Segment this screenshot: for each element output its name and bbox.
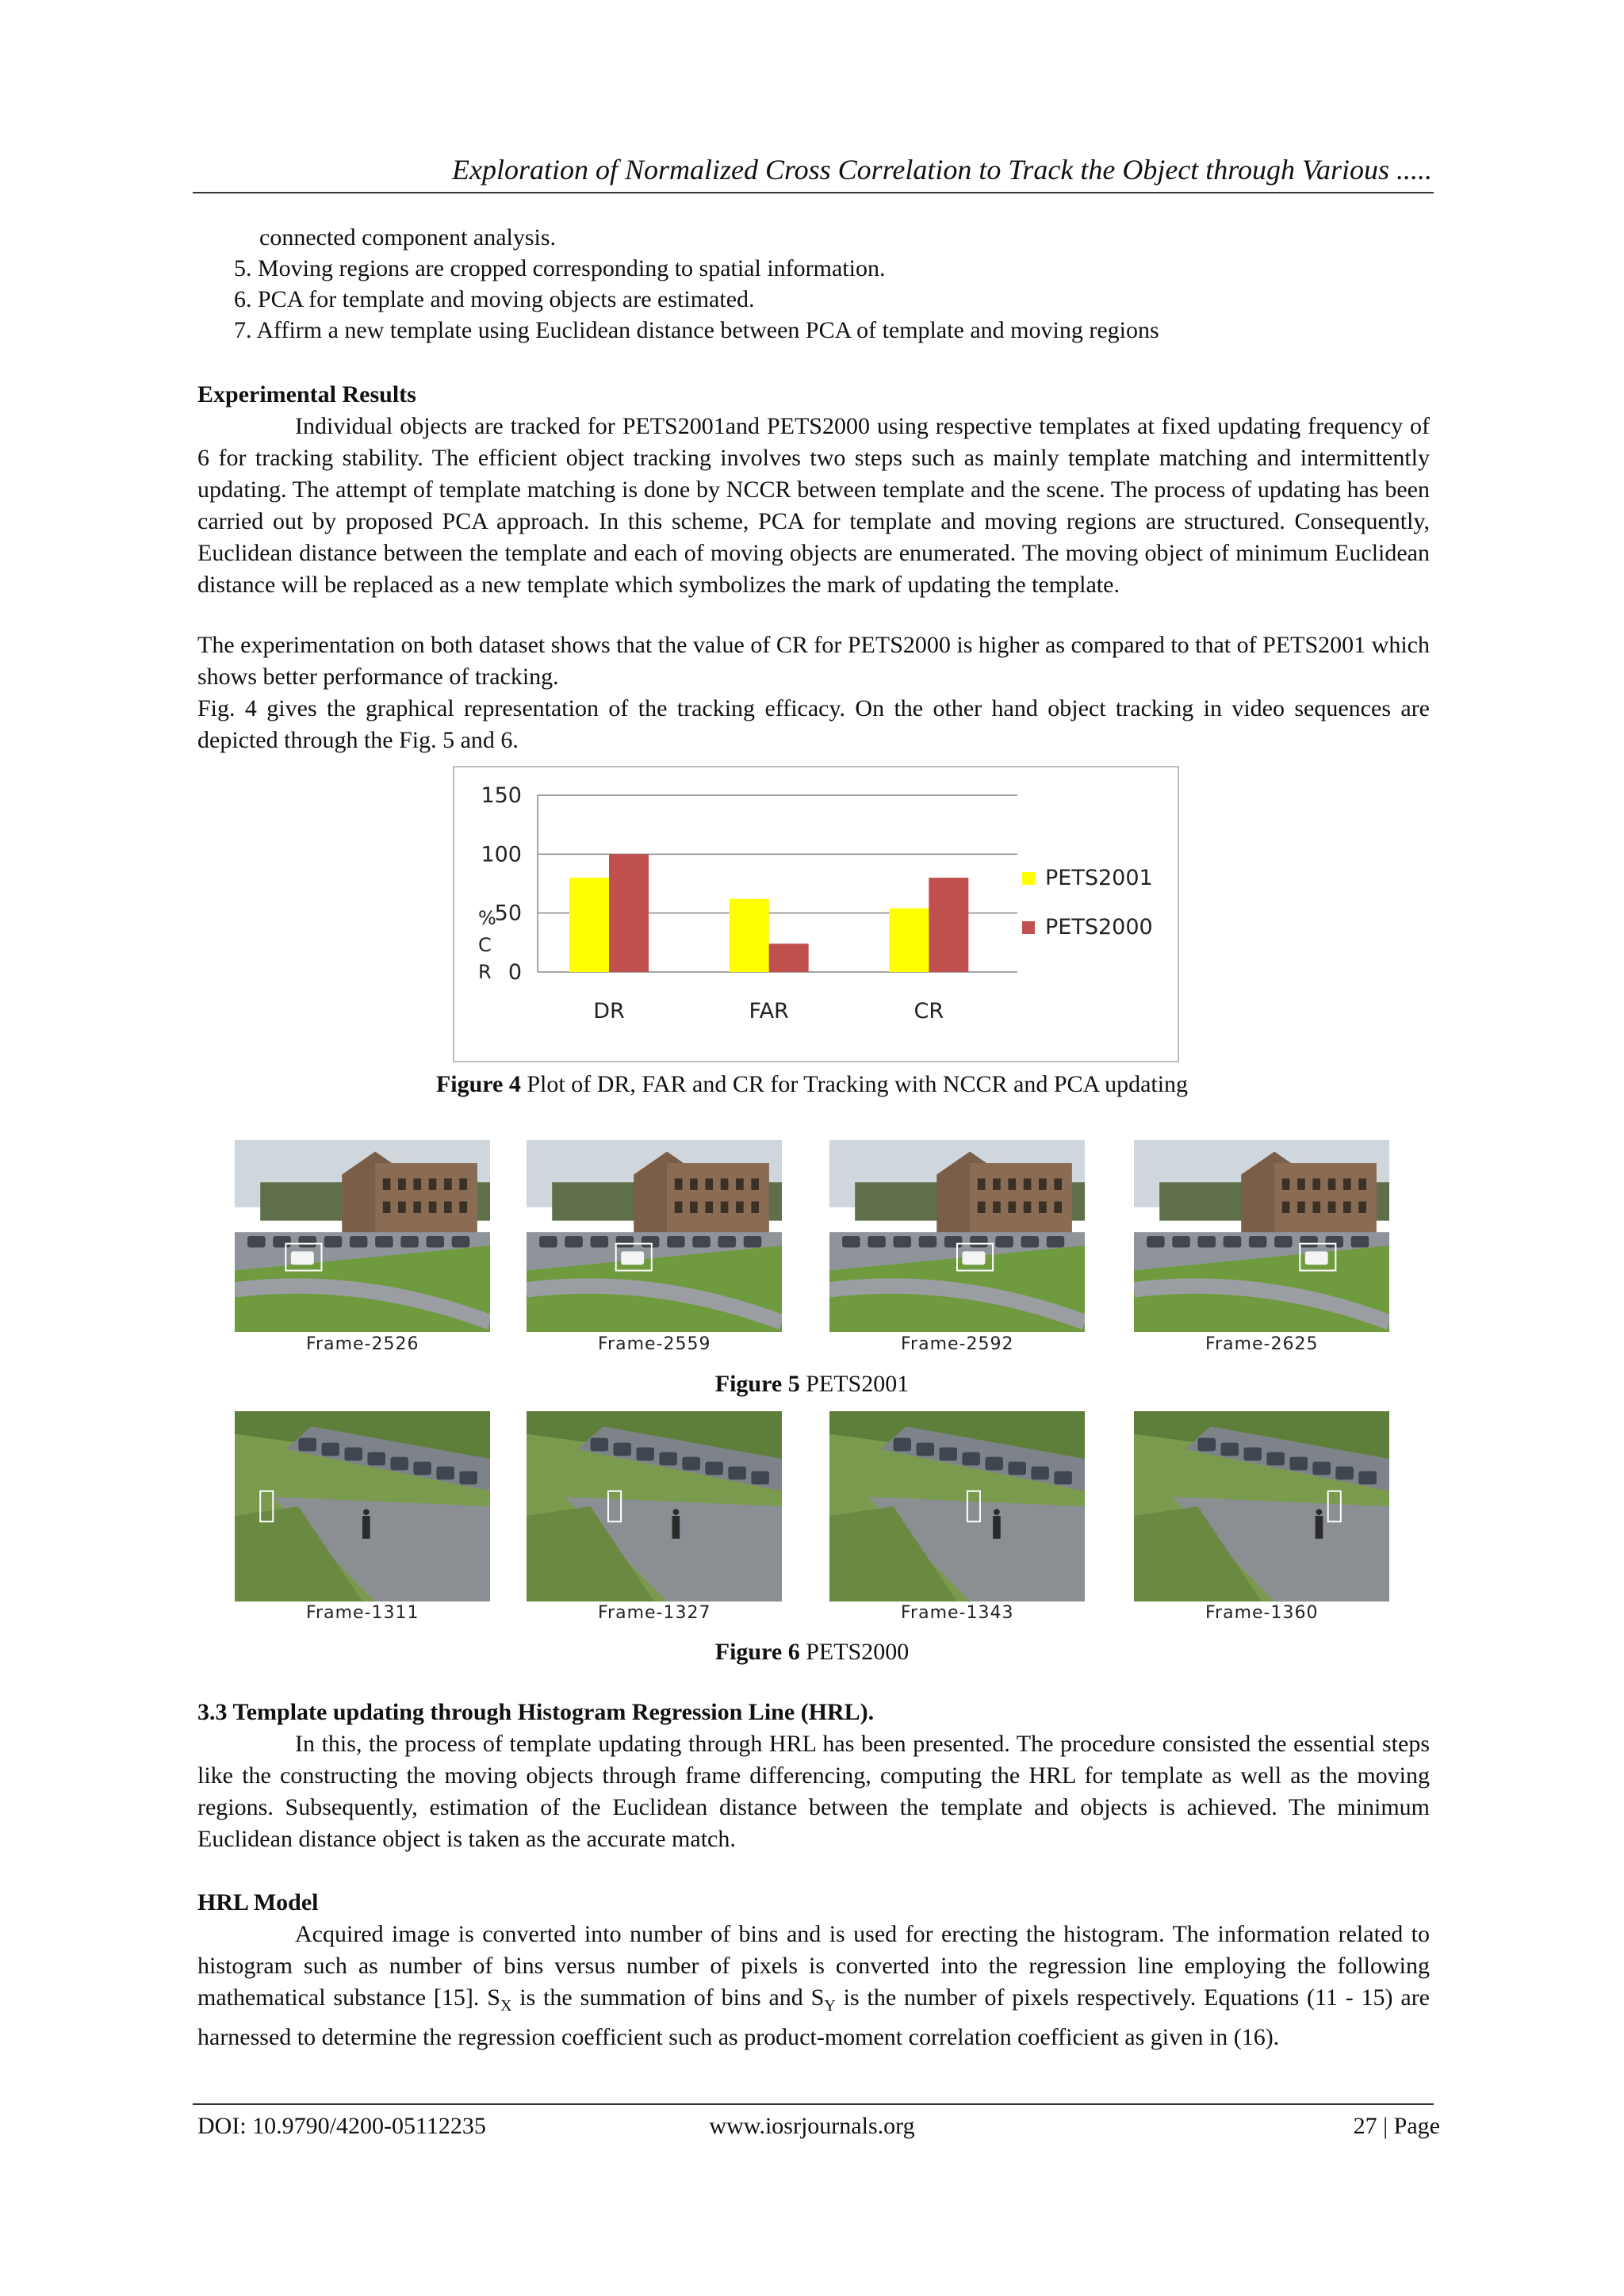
figure-6-frame-label: Frame-1311 [306, 1603, 419, 1623]
experimental-paragraph-2: The experimentation on both dataset shows that the value of CR for PETS2000 is higher as compared to that of PETS2001 which shows better performance of tracking. [197, 632, 1430, 690]
y-tick-label: 100 [481, 842, 522, 867]
figure-5-frame-label: Frame-2559 [598, 1334, 711, 1354]
figure-6-caption [0, 1636, 1624, 1668]
list-item: 6. PCA for template and moving objects are estimated. [234, 286, 755, 312]
figure-4-text: Plot of DR, FAR and CR for Tracking with NCCR and PCA updating [520, 1071, 1189, 1097]
footer-rule [193, 2103, 1434, 2105]
figure-5-frame-image [527, 1140, 782, 1332]
x-tick-label: FAR [749, 999, 789, 1024]
legend-label: PETS2000 [1045, 915, 1153, 939]
figure-4-label: Figure 4 [435, 1071, 521, 1097]
list-item: 5. Moving regions are cropped corresponding to spatial information. [234, 255, 886, 281]
figure-5-frame-label: Frame-2526 [306, 1334, 419, 1354]
hrl-model-text-start: Acquired image is converted into number of bins and is used for erecting the histogram. The information related to histogram such as number of bins versus number of pixels is converted into the regression line employing the following mathematical substance [15]. S [197, 1921, 1430, 2011]
hrl-model-paragraph [197, 1919, 1430, 2053]
y-tick-label: 150 [481, 783, 522, 808]
figure-5-frame-image [1134, 1140, 1389, 1332]
y-tick-label: 50 [494, 901, 522, 926]
figure-6-frame-label: Frame-1327 [598, 1603, 711, 1623]
bar-pets2001-cr [889, 909, 929, 972]
steps-list [259, 222, 1449, 253]
figure-6-frame-label: Frame-1343 [901, 1603, 1014, 1623]
hrl-model-heading: HRL Model [197, 1889, 319, 1915]
figure-6-frame-image [1134, 1411, 1389, 1601]
legend-label: PETS2001 [1045, 866, 1153, 890]
y-tick-label: 0 [508, 960, 522, 985]
footer-doi: DOI: 10.9790/4200-05112235 [197, 2113, 486, 2139]
figure-6-frame-label: Frame-1360 [1205, 1603, 1319, 1623]
hrl-section-heading: 3.3 Template updating through Histogram Regression Line (HRL). [197, 1699, 875, 1725]
x-tick-label: CR [914, 999, 944, 1024]
figure-6-frame-image [235, 1411, 490, 1601]
header-rule [193, 192, 1434, 193]
figure-6-frame-image [527, 1411, 782, 1601]
footer-site: www.iosrjournals.org [709, 2113, 915, 2139]
bar-chart [454, 767, 1178, 1061]
experimental-paragraph-1: Individual objects are tracked for PETS2001and PETS2000 using respective templates at fixed updating frequency of 6 for tracking stability. The efficient object tracking involves two steps such as mainly template matching and intermittently updating. The attempt of template matching is done by NCCR between template and the scene. The process of updating has been carried out by proposed PCA approach. In this scheme, PCA for template and moving regions are structured. Consequently, Euclidean distance between the template and each of moving objects are enumerated. The moving object of minimum Euclidean distance will be replaced as a new template which symbolizes the mark of updating the template. [197, 413, 1430, 598]
hrl-model-text-mid: is the summation of bins and S [511, 1984, 825, 2011]
subscript-x: X [500, 1997, 512, 2015]
figure-5-text: PETS2001 [799, 1371, 910, 1397]
bar-pets2001-dr [569, 878, 609, 972]
legend-swatch [1022, 872, 1035, 885]
list-item: 7. Affirm a new template using Euclidean distance between PCA of template and moving regions [234, 317, 1159, 343]
hrl-section-paragraph: In this, the process of template updating through HRL has been presented. The procedure consisted the essential steps like the constructing the moving objects through frame differencing, computing the HRL for template as well as the moving regions. Subsequently, estimation of the Euclidean distance between the template and objects is achieved. The minimum Euclidean distance object is taken as the accurate match. [197, 1731, 1430, 1852]
numbered-steps [234, 253, 1439, 346]
figure-6-frame-image [829, 1411, 1085, 1601]
running-header: Exploration of Normalized Cross Correlation to Track the Object through Various ..... [451, 154, 1432, 186]
y-axis-label: % [478, 907, 496, 929]
step-continuation: connected component analysis. [259, 224, 557, 251]
hrl-model-text-end: is the number of pixels respectively. Equations (11 - 15) are harnessed to determine the regression coefficient such as product-moment correlation coefficient as given in (16). [197, 1984, 1431, 2050]
figure-6-label: Figure 6 [714, 1639, 800, 1665]
figure-6-text: PETS2000 [799, 1639, 910, 1665]
experimental-results-heading: Experimental Results [197, 381, 416, 408]
x-tick-label: DR [593, 999, 625, 1024]
figure-5-frame-image [829, 1140, 1085, 1332]
footer-page-number: 27 | Page [1353, 2113, 1440, 2139]
figure-5-label: Figure 5 [714, 1371, 800, 1397]
experimental-paragraph-3: Fig. 4 gives the graphical representation of the tracking efficacy. On the other hand object tracking in video sequences are depicted through the Fig. 5 and 6. [197, 695, 1430, 753]
bar-pets2001-far [730, 899, 769, 972]
figure-5-frame-label: Frame-2625 [1205, 1334, 1319, 1354]
bar-pets2000-dr [609, 854, 649, 972]
bar-pets2000-far [769, 943, 809, 972]
figure-4-chart [453, 766, 1179, 1062]
figure-5-frame-image [235, 1140, 490, 1332]
subscript-y: Y [824, 1997, 836, 2015]
figure-4-caption [0, 1069, 1624, 1100]
bar-pets2000-cr [929, 878, 968, 972]
figure-5-frame-label: Frame-2592 [901, 1334, 1014, 1354]
figure-5-caption [0, 1368, 1624, 1400]
y-axis-label: R [478, 961, 492, 983]
legend-swatch [1022, 921, 1035, 934]
y-axis-label: C [478, 934, 492, 956]
